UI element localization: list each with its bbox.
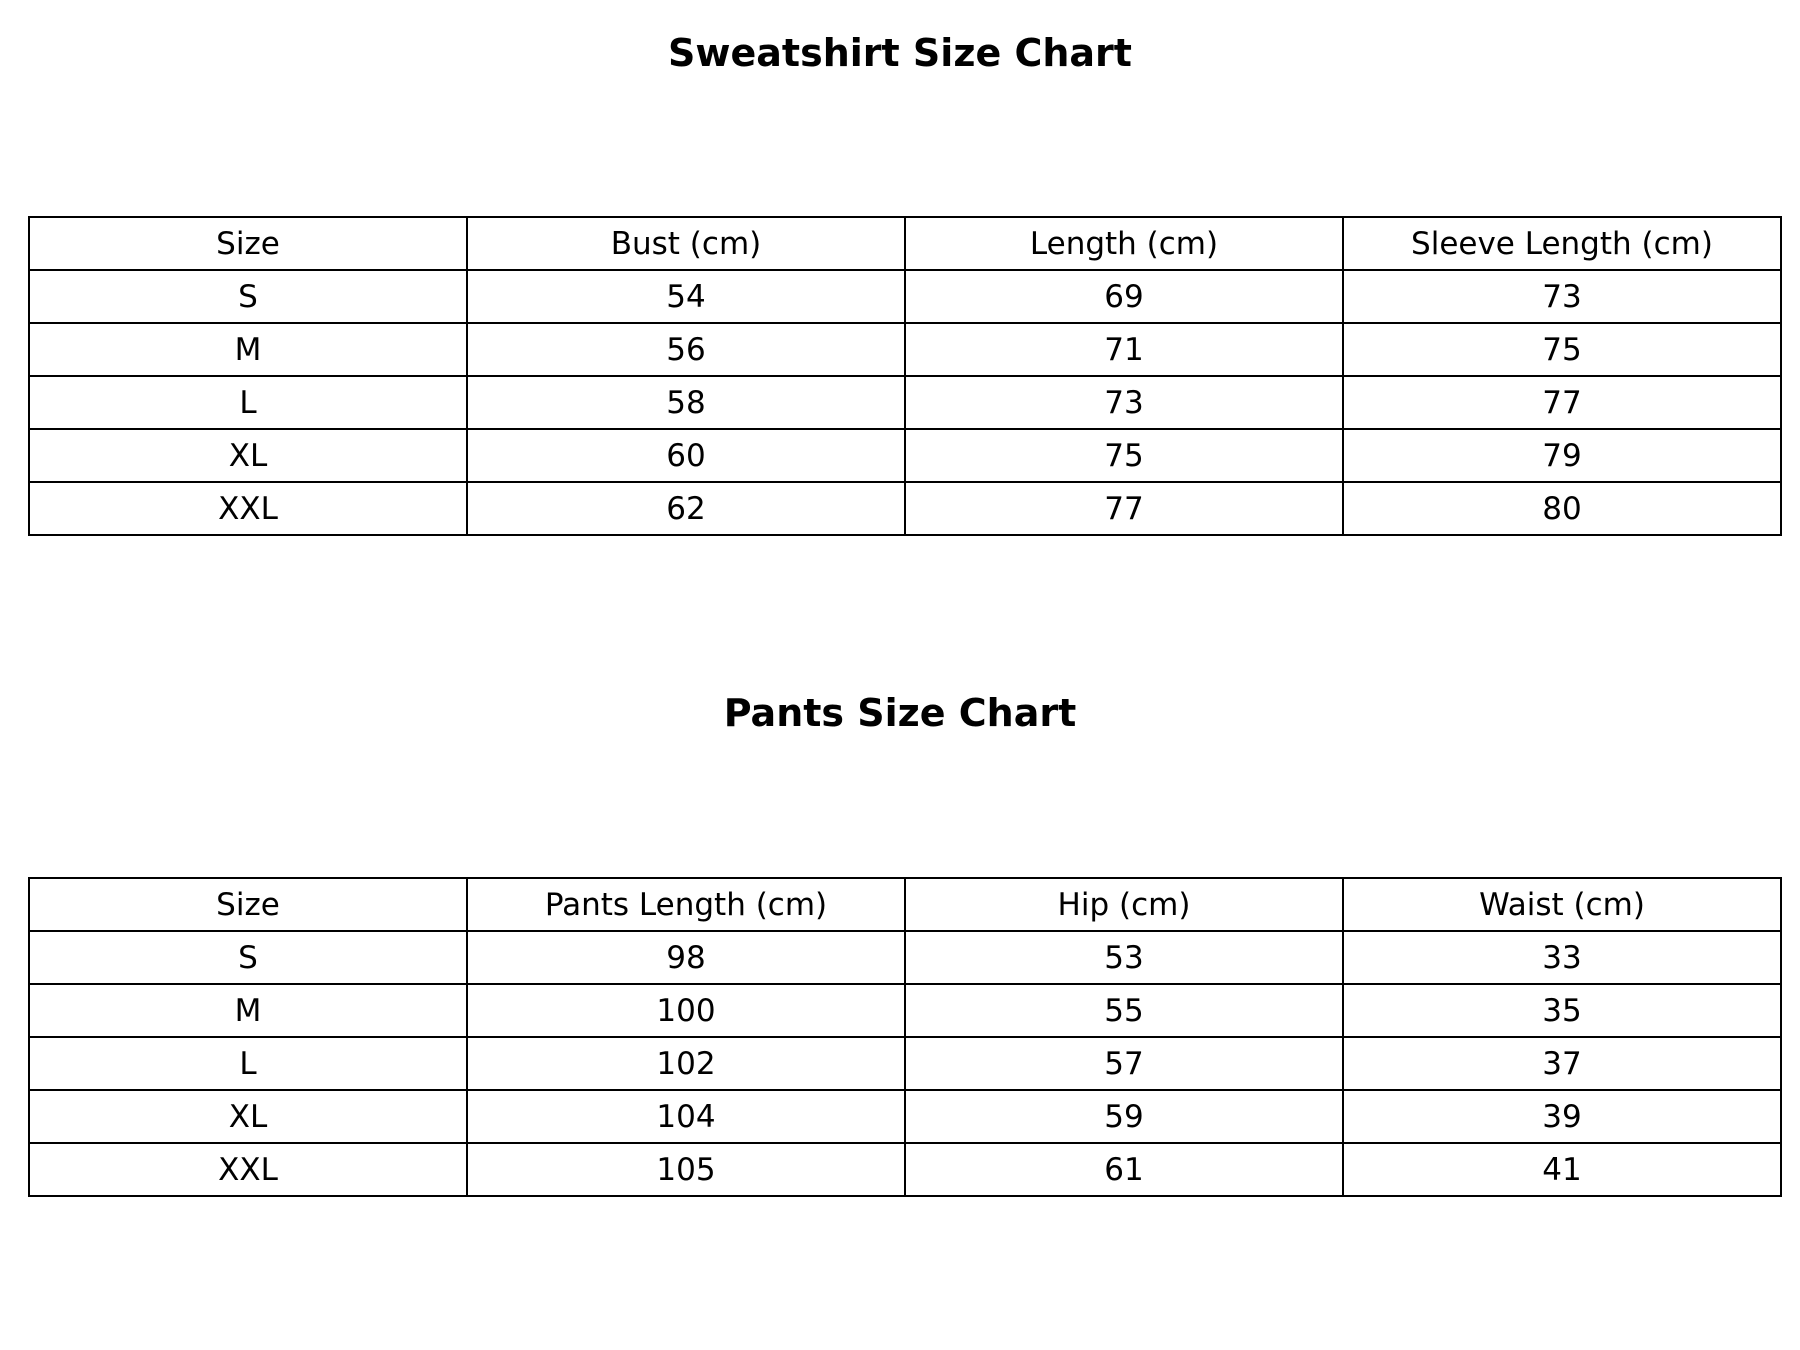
table-row — [29, 931, 1781, 984]
column-header: Bust (cm) — [467, 217, 905, 270]
size-cell: XL — [29, 1090, 467, 1143]
measurement-cell: 79 — [1343, 429, 1781, 482]
size-cell: S — [29, 931, 467, 984]
measurement-cell: 55 — [905, 984, 1343, 1037]
sweatshirt-chart-title: Sweatshirt Size Chart — [668, 31, 1132, 75]
header-row — [29, 878, 1781, 931]
measurement-cell: 75 — [1343, 323, 1781, 376]
column-header: Pants Length (cm) — [467, 878, 905, 931]
measurement-cell: 57 — [905, 1037, 1343, 1090]
measurement-cell: 73 — [1343, 270, 1781, 323]
table-row — [29, 1090, 1781, 1143]
size-cell: L — [29, 1037, 467, 1090]
column-header: Waist (cm) — [1343, 878, 1781, 931]
table-body — [29, 931, 1781, 1196]
measurement-cell: 59 — [905, 1090, 1343, 1143]
measurement-cell: 100 — [467, 984, 905, 1037]
column-header: Hip (cm) — [905, 878, 1343, 931]
table-body — [29, 270, 1781, 535]
column-header: Length (cm) — [905, 217, 1343, 270]
table-header — [29, 217, 1781, 270]
table-row — [29, 984, 1781, 1037]
table-row — [29, 323, 1781, 376]
measurement-cell: 69 — [905, 270, 1343, 323]
measurement-cell: 53 — [905, 931, 1343, 984]
measurement-cell: 102 — [467, 1037, 905, 1090]
table-row — [29, 1037, 1781, 1090]
measurement-cell: 104 — [467, 1090, 905, 1143]
measurement-cell: 58 — [467, 376, 905, 429]
table-row — [29, 482, 1781, 535]
measurement-cell: 62 — [467, 482, 905, 535]
measurement-cell: 33 — [1343, 931, 1781, 984]
measurement-cell: 39 — [1343, 1090, 1781, 1143]
table-row — [29, 376, 1781, 429]
size-cell: XXL — [29, 1143, 467, 1196]
measurement-cell: 37 — [1343, 1037, 1781, 1090]
measurement-cell: 54 — [467, 270, 905, 323]
size-cell: S — [29, 270, 467, 323]
measurement-cell: 35 — [1343, 984, 1781, 1037]
column-header: Size — [29, 878, 467, 931]
table-row — [29, 270, 1781, 323]
measurement-cell: 105 — [467, 1143, 905, 1196]
pants-size-table — [28, 877, 1782, 1197]
measurement-cell: 73 — [905, 376, 1343, 429]
table-header — [29, 878, 1781, 931]
size-cell: XL — [29, 429, 467, 482]
measurement-cell: 61 — [905, 1143, 1343, 1196]
size-cell: M — [29, 323, 467, 376]
measurement-cell: 41 — [1343, 1143, 1781, 1196]
size-cell: M — [29, 984, 467, 1037]
size-cell: XXL — [29, 482, 467, 535]
header-row — [29, 217, 1781, 270]
measurement-cell: 60 — [467, 429, 905, 482]
sweatshirt-size-table — [28, 216, 1782, 536]
measurement-cell: 98 — [467, 931, 905, 984]
measurement-cell: 77 — [1343, 376, 1781, 429]
measurement-cell: 75 — [905, 429, 1343, 482]
table-row — [29, 1143, 1781, 1196]
measurement-cell: 80 — [1343, 482, 1781, 535]
column-header: Sleeve Length (cm) — [1343, 217, 1781, 270]
table-row — [29, 429, 1781, 482]
column-header: Size — [29, 217, 467, 270]
measurement-cell: 56 — [467, 323, 905, 376]
measurement-cell: 77 — [905, 482, 1343, 535]
measurement-cell: 71 — [905, 323, 1343, 376]
pants-chart-title: Pants Size Chart — [723, 691, 1077, 735]
size-cell: L — [29, 376, 467, 429]
